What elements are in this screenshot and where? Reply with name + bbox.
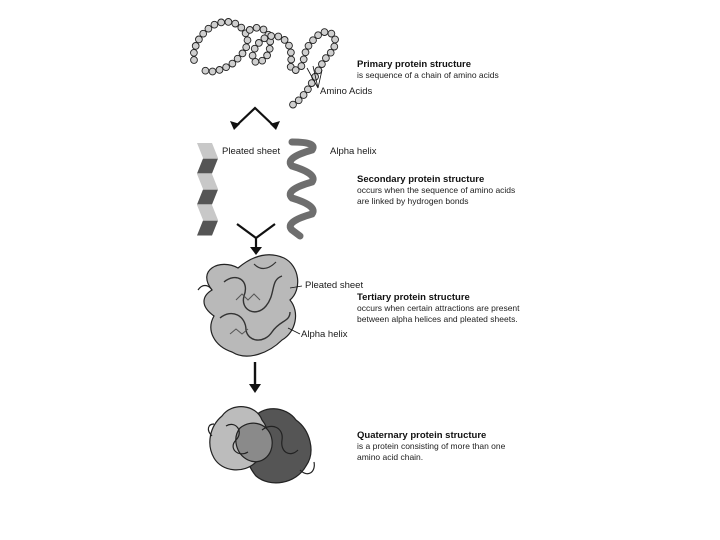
amino-acid-bead <box>225 19 232 26</box>
pleated-sheet-segment <box>197 174 218 189</box>
amino-acid-bead <box>192 43 199 50</box>
amino-acid-bead <box>191 49 198 56</box>
alpha-helix-ribbon <box>290 142 313 236</box>
primary-desc-line: is sequence of a chain of amino acids <box>357 70 499 80</box>
merge-arrow <box>237 224 275 255</box>
alpha-helix-label: Alpha helix <box>330 146 377 157</box>
amino-acid-bead <box>332 36 339 43</box>
tertiary-structure-shape <box>198 255 298 356</box>
tertiary-structure-title: Tertiary protein structure <box>357 292 470 303</box>
amino-acid-bead <box>319 61 326 68</box>
amino-acid-bead <box>315 67 322 74</box>
pleated-sheet-segment <box>197 190 218 205</box>
amino-acid-bead <box>211 21 218 28</box>
pleated-sheet-segment <box>197 205 218 220</box>
quaternary-structure-desc <box>357 441 547 463</box>
secondary-desc-line: occurs when the sequence of amino acids <box>357 185 516 195</box>
tertiary-structure-desc <box>357 303 547 325</box>
amino-acid-bead <box>327 49 334 56</box>
split-arrow <box>230 108 280 130</box>
amino-acid-bead <box>315 32 322 39</box>
amino-acid-bead <box>290 101 297 108</box>
secondary-structure-desc <box>357 185 547 207</box>
amino-acid-bead <box>216 67 223 74</box>
amino-acid-bead <box>261 35 268 42</box>
secondary-structure-title: Secondary protein structure <box>357 174 485 185</box>
quaternary-desc-line: is a protein consisting of more than one <box>357 441 506 451</box>
amino-acid-bead <box>286 42 293 49</box>
quaternary-structure-title: Quaternary protein structure <box>357 430 487 441</box>
pleated-sheet-segment <box>197 221 218 236</box>
alpha-helix-shape <box>290 142 313 236</box>
amino-acid-bead <box>259 57 266 64</box>
amino-acid-bead <box>275 33 282 40</box>
tertiary-desc-line: occurs when certain attractions are present <box>357 303 520 313</box>
primary-structure-title: Primary protein structure <box>357 59 472 70</box>
pleated-sheet-shape <box>197 143 218 236</box>
secondary-desc-line: are linked by hydrogen bonds <box>357 196 469 206</box>
amino-acid-bead <box>251 45 258 52</box>
amino-acid-bead <box>331 43 338 50</box>
amino-acid-bead <box>218 19 225 26</box>
amino-acid-bead <box>239 50 246 57</box>
amino-acid-bead <box>281 37 288 44</box>
amino-acid-bead <box>202 67 209 74</box>
tertiary-pleated-sheet-label: Pleated sheet <box>305 280 364 291</box>
amino-acid-bead <box>321 29 328 36</box>
amino-acid-bead <box>243 44 250 51</box>
primary-structure-desc <box>357 70 547 81</box>
quaternary-desc-line: amino acid chain. <box>357 452 424 462</box>
amino-acid-bead <box>205 25 212 32</box>
tertiary-desc-line: between alpha helices and pleated sheets. <box>357 314 518 324</box>
amino-acid-bead <box>300 92 307 99</box>
amino-acid-bead <box>229 60 236 67</box>
down-arrow <box>249 362 261 393</box>
amino-acid-bead <box>244 37 251 44</box>
amino-acid-bead <box>223 64 230 71</box>
amino-acid-bead <box>298 63 305 70</box>
amino-acid-bead <box>253 24 260 31</box>
amino-acid-bead <box>268 33 275 40</box>
amino-acid-bead <box>266 45 273 52</box>
amino-acid-bead <box>300 56 307 63</box>
amino-acid-bead <box>288 56 295 63</box>
pleated-sheet-segment <box>197 143 218 158</box>
amino-acid-bead <box>302 49 309 56</box>
amino-acid-bead <box>323 55 330 62</box>
amino-acid-bead <box>264 52 271 59</box>
amino-acids-label: Amino Acids <box>320 86 373 97</box>
amino-acid-bead <box>246 27 253 34</box>
amino-acid-bead <box>209 68 216 75</box>
quaternary-structure-shape <box>208 407 314 483</box>
amino-acid-bead <box>191 57 198 64</box>
tertiary-alpha-helix-label: Alpha helix <box>301 329 348 340</box>
amino-acid-bead <box>305 42 312 49</box>
amino-acid-bead <box>288 49 295 56</box>
pleated-sheet-segment <box>197 159 218 174</box>
pleated-sheet-label: Pleated sheet <box>222 146 281 157</box>
amino-acid-bead-chain <box>191 19 339 109</box>
amino-acid-bead <box>249 52 256 59</box>
amino-acid-bead <box>232 20 239 27</box>
